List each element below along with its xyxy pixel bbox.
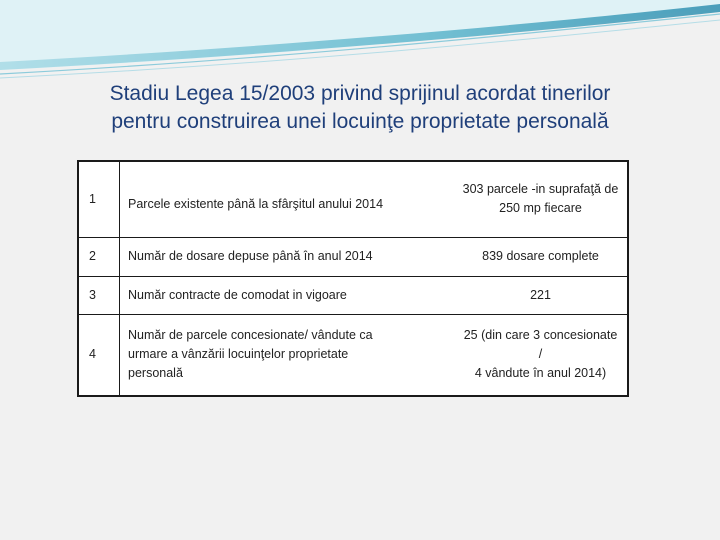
status-table bbox=[77, 160, 629, 397]
description-line: personală bbox=[128, 366, 183, 381]
description-line: Număr de parcele concesionate/ vândute ca bbox=[128, 328, 373, 343]
table-row bbox=[78, 161, 628, 237]
table-row bbox=[78, 314, 628, 396]
row-number: 2 bbox=[78, 237, 120, 276]
description-line: urmare a vânzării locuinţelor proprietate bbox=[128, 347, 349, 362]
row-description bbox=[120, 276, 455, 314]
table-row bbox=[78, 276, 628, 314]
value-line: 303 parcele -in suprafaţă de bbox=[462, 182, 619, 197]
description-line: Parcele existente până la sfârşitul anului 2014 bbox=[128, 196, 384, 211]
value-line: 25 (din care 3 concesionate / bbox=[463, 328, 618, 362]
row-description bbox=[120, 314, 455, 396]
value-line: 250 mp fiecare bbox=[499, 201, 582, 216]
row-number: 1 bbox=[78, 161, 120, 237]
title-line-2: pentru construirea unei locuinţe proprietate personală bbox=[111, 110, 609, 133]
row-number: 3 bbox=[78, 276, 120, 314]
row-description bbox=[120, 161, 455, 237]
row-value bbox=[454, 237, 628, 276]
value-line: 839 dosare complete bbox=[482, 249, 599, 263]
slide-title bbox=[40, 80, 680, 136]
row-value bbox=[454, 276, 628, 314]
value-line: 4 vândute în anul 2014) bbox=[474, 366, 607, 381]
row-number: 4 bbox=[78, 314, 120, 396]
description-line: Număr de dosare depuse până în anul 2014 bbox=[128, 249, 373, 263]
table-row bbox=[78, 237, 628, 276]
row-description bbox=[120, 237, 455, 276]
header-swoosh-decoration bbox=[0, 0, 720, 90]
row-value bbox=[454, 161, 628, 237]
value-line: 221 bbox=[530, 287, 551, 302]
row-value bbox=[454, 314, 628, 396]
title-line-1: Stadiu Legea 15/2003 privind sprijinul acordat tinerilor bbox=[109, 82, 611, 105]
description-line: Număr contracte de comodat in vigoare bbox=[128, 287, 347, 302]
